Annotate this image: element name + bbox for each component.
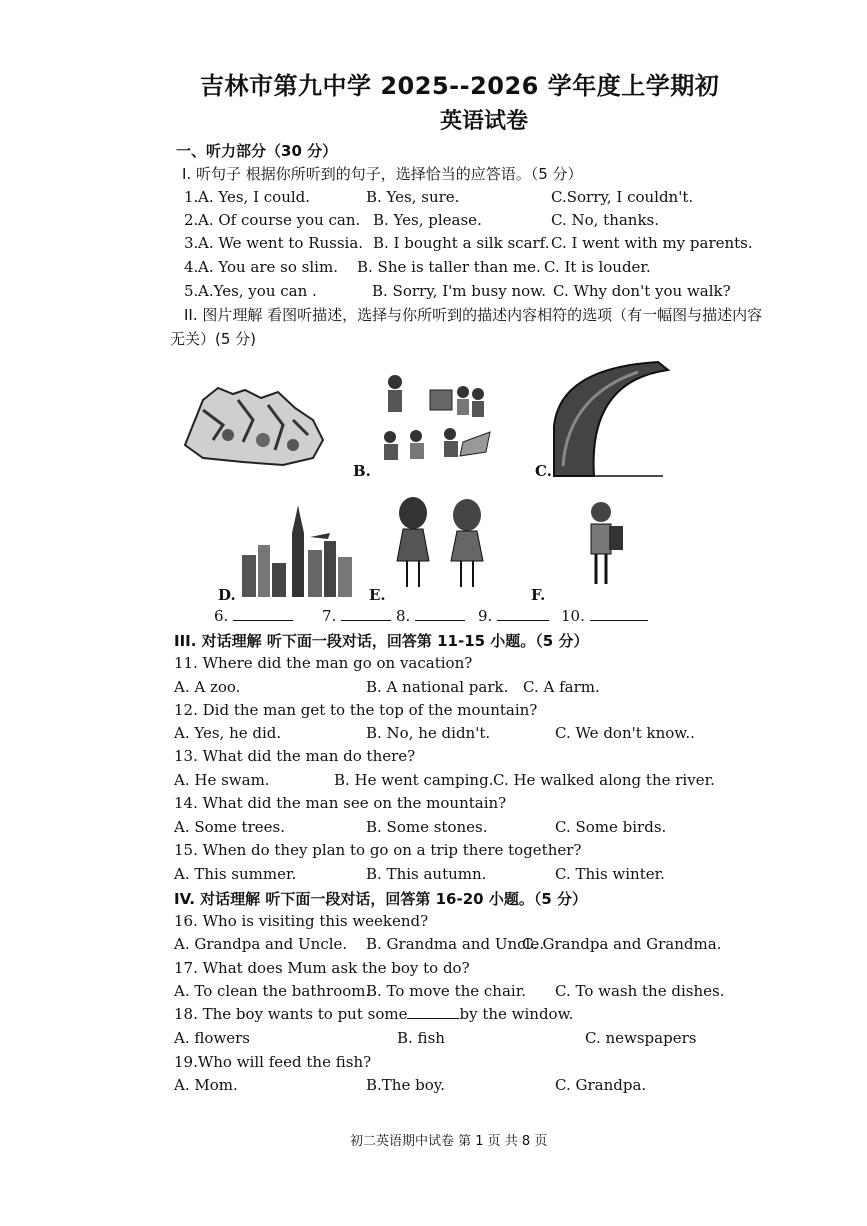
q16-option-a: A. Grandpa and Uncle.	[174, 935, 348, 953]
q1-option-a: A. Yes, I could.	[198, 188, 311, 206]
q1-number: 1.	[184, 188, 199, 206]
q11-option-b: B. A national park.	[366, 678, 509, 696]
part-ii-heading-line1: II. 图片理解 看图听描述，选择与你所听到的描述内容相符的选项（有一幅图与描述内容	[184, 306, 763, 324]
blank-number-8: 8.	[396, 607, 411, 625]
q12-question: 12. Did the man get to the top of the mountain?	[174, 701, 538, 719]
q11-option-c: C. A farm.	[523, 678, 600, 696]
q5-number: 5.	[184, 282, 199, 300]
q14-question: 14. What did the man see on the mountain?	[174, 794, 507, 812]
q14-option-a: A. Some trees.	[174, 818, 285, 836]
q11-option-a: A. A zoo.	[174, 678, 241, 696]
q13-option-a: A. He swam.	[174, 771, 270, 789]
q2-option-b: B. Yes, please.	[373, 211, 482, 229]
q3-option-a: A. We went to Russia.	[198, 234, 364, 252]
q17-option-a: A. To clean the bathroom.	[174, 982, 371, 1000]
q15-option-b: B. This autumn.	[366, 865, 487, 883]
q17-option-b: B. To move the chair.	[366, 982, 526, 1000]
picture-label-e: E.	[369, 586, 386, 604]
q16-option-c: C. Grandpa and Grandma.	[522, 935, 722, 953]
q17-option-c: C. To wash the dishes.	[555, 982, 725, 1000]
q18-blank[interactable]	[407, 1017, 459, 1019]
q11-question: 11. Where did the man go on vacation?	[174, 654, 473, 672]
part-i-heading: I. 听句子 根据你所听到的句子，选择恰当的应答语。（5 分）	[182, 165, 583, 183]
q18-question-end: by the window.	[459, 1005, 574, 1023]
q16-question: 16. Who is visiting this weekend?	[174, 912, 429, 930]
q13-option-c: C. He walked along the river.	[493, 771, 715, 789]
picture-e-two-girls	[385, 495, 497, 595]
q18-option-a: A. flowers	[174, 1029, 250, 1047]
part-iii-heading: III. 对话理解 听下面一段对话，回答第 11-15 小题。（5 分）	[174, 632, 589, 650]
q16-option-b: B. Grandma and Uncle.	[366, 935, 544, 953]
q15-question: 15. When do they plan to go on a trip there together?	[174, 841, 582, 859]
q15-option-a: A. This summer.	[174, 865, 297, 883]
blank-number-10: 10.	[561, 607, 585, 625]
picture-f-boy-backpack	[585, 500, 630, 590]
section-heading-listening: 一、听力部分（30 分）	[176, 142, 338, 160]
q18-option-c: C. newspapers	[585, 1029, 697, 1047]
blank-number-9: 9.	[478, 607, 493, 625]
q12-option-a: A. Yes, he did.	[174, 724, 282, 742]
q14-option-c: C. Some birds.	[555, 818, 667, 836]
q2-option-c: C. No, thanks.	[551, 211, 660, 229]
q4-number: 4.	[184, 258, 199, 276]
blank-number-6: 6.	[214, 607, 229, 625]
q4-option-a: A. You are so slim.	[198, 258, 338, 276]
q2-option-a: A. Of course you can.	[198, 211, 361, 229]
blank-line-7[interactable]	[341, 619, 391, 621]
q17-question: 17. What does Mum ask the boy to do?	[174, 959, 470, 977]
blank-9	[478, 607, 549, 625]
picture-label-d: D.	[218, 586, 236, 604]
q14-option-b: B. Some stones.	[366, 818, 488, 836]
blank-8	[396, 607, 465, 625]
q5-option-b: B. Sorry, I'm busy now.	[372, 282, 546, 300]
q12-option-c: C. We don't know..	[555, 724, 695, 742]
q1-option-c: C.Sorry, I couldn't.	[551, 188, 694, 206]
blank-line-10[interactable]	[590, 619, 648, 621]
blank-line-9[interactable]	[497, 619, 549, 621]
blank-7	[322, 607, 391, 625]
q19-option-a: A. Mom.	[174, 1076, 238, 1094]
q18-option-b: B. fish	[397, 1029, 445, 1047]
q19-option-c: C. Grandpa.	[555, 1076, 647, 1094]
picture-c-arch	[548, 356, 673, 481]
blank-line-6[interactable]	[233, 619, 293, 621]
picture-label-b: B.	[353, 462, 371, 480]
q3-option-c: C. I went with my parents.	[551, 234, 753, 252]
q19-question: 19.Who will feed the fish?	[174, 1053, 372, 1071]
q4-option-b: B. She is taller than me.	[357, 258, 541, 276]
q4-option-c: C. It is louder.	[544, 258, 651, 276]
picture-d-city	[240, 505, 355, 600]
picture-label-c: C.	[535, 462, 552, 480]
blank-line-8[interactable]	[415, 619, 465, 621]
q18-question	[174, 1005, 573, 1023]
picture-b-people	[378, 372, 493, 472]
page-footer: 初二英语期中试卷 第 1 页 共 8 页	[350, 1134, 548, 1149]
part-ii-heading-line2: 无关）(5 分)	[170, 330, 257, 348]
q19-option-b: B.The boy.	[366, 1076, 445, 1094]
q3-option-b: B. I bought a silk scarf.	[373, 234, 550, 252]
q15-option-c: C. This winter.	[555, 865, 665, 883]
q2-number: 2.	[184, 211, 199, 229]
q5-option-c: C. Why don't you walk?	[553, 282, 731, 300]
q5-option-a: A.Yes, you can .	[198, 282, 317, 300]
q18-question-start: 18. The boy wants to put some	[174, 1005, 408, 1023]
picture-a-mountain	[183, 380, 333, 470]
q3-number: 3.	[184, 234, 199, 252]
blank-number-7: 7.	[322, 607, 337, 625]
picture-label-f: F.	[531, 586, 546, 604]
exam-title: 吉林市第九中学 2025--2026 学年度上学期初	[200, 72, 720, 100]
q1-option-b: B. Yes, sure.	[366, 188, 460, 206]
q12-option-b: B. No, he didn't.	[366, 724, 491, 742]
q13-question: 13. What did the man do there?	[174, 747, 416, 765]
blank-6	[214, 607, 293, 625]
part-iv-heading: IV. 对话理解 听下面一段对话，回答第 16-20 小题。（5 分）	[174, 890, 587, 908]
q13-option-b: B. He went camping.	[334, 771, 494, 789]
exam-subtitle: 英语试卷	[440, 109, 529, 134]
blank-10	[561, 607, 648, 625]
